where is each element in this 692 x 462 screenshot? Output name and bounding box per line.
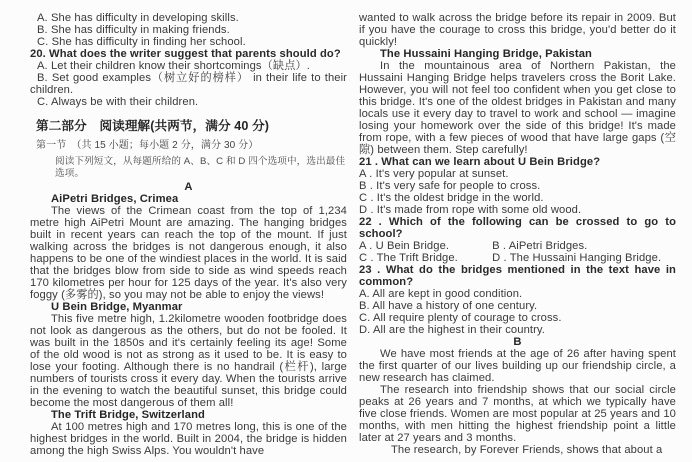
passage-paragraph-aipetri: The views of the Crimean coast from the top of 1,234 metre high AiPetri Mount are amazing. The hanging bridges built in recent years can reach the top of the mount. If just walking across the bridges is not dangerous enough, it also happens to be one of the windiest places in the world. It is said that the bridges blow from side to side as wind speeds reach 170 kilometres per hour for 125 days of the year. It's also very foggy (多雾的), so you may not be able to enjoy the views! bbox=[30, 205, 347, 301]
question-22: 22 . Which of the following can be crossed to go to school? bbox=[359, 216, 676, 240]
answer-option-20c: C. Always be with their children. bbox=[37, 96, 199, 108]
passage-paragraph-hussaini: In the mountainous area of Northern Pakistan, the Hussaini Hanging Bridge helps travelers cross the Borit Lake. However, you will not feel too confident when you get close to this bridge. It's one of the oldest bridges in Pakistan and many locals use it every day to travel to work and school — imagine losing your homework over the side of this bridge! It's made from rope, with a few pieces of wood that have large gaps (空隙) between them. Step carefully! bbox=[359, 60, 676, 156]
answer-option-row-22cd bbox=[359, 252, 676, 264]
answer-option-23c: C. All require plenty of courage to cross. bbox=[359, 312, 562, 324]
passage-a-label: A bbox=[184, 181, 193, 193]
answer-option-19c: C. She has difficulty in finding her school. bbox=[37, 36, 246, 48]
passage-title-trift: The Trift Bridge, Switzerland bbox=[51, 409, 205, 421]
passage-title-aipetri: AiPetri Bridges, Crimea bbox=[51, 193, 179, 205]
answer-option-23a: A. All are kept in good condition. bbox=[359, 288, 523, 300]
passage-paragraph-trift-continued: wanted to walk across the bridge before its repair in 2009. But if you have the courage to cross this bridge, you'd better do it quickly! bbox=[359, 12, 676, 48]
right-column bbox=[359, 12, 676, 462]
answer-option-row-22ab bbox=[359, 240, 676, 252]
answer-option-22c: C . The Trift Bridge. bbox=[359, 252, 458, 264]
passage-b-paragraph-3: The research, by Forever Friends, shows that about a bbox=[391, 444, 663, 456]
passage-paragraph-ubein: This five metre high, 1.2kilometre wooden footbridge does not look as dangerous as the others, but do not be fooled. It was built in the 1850s and it's certainly feeling its age! Some of the old wood is not as strong as it used to be. It is easy to lose your footing. Although there is no handrail (栏杆), large numbers of tourists cross it every day. When the tourists arrive in the evening to watch the beautiful sunset, this bridge could become the most dangerous of them all! bbox=[30, 313, 347, 409]
answer-option-23b: B. All have a history of one century. bbox=[359, 300, 538, 312]
passage-paragraph-trift: At 100 metres high and 170 metres long, this is one of the highest bridges in the world. Built in 2004, the bridge is hidden among the high Swiss Alps. You wouldn't have bbox=[30, 421, 347, 457]
answer-option-21d: D . It's made from rope with some old wood. bbox=[359, 204, 582, 216]
answer-option-22a: A . U Bein Bridge. bbox=[359, 240, 450, 252]
section-heading: 第二部分 阅读理解(共两节，满分 40 分) bbox=[36, 119, 270, 133]
answer-option-21b: B . It's very safe for people to cross. bbox=[359, 180, 541, 192]
section-subheading: 第一节 （共 15 小题；每小题 2 分，满分 30 分） bbox=[36, 140, 259, 151]
answer-option-21c: C . It's the oldest bridge in the world. bbox=[359, 192, 544, 204]
answer-option-22b: B . AiPetri Bridges. bbox=[492, 240, 588, 252]
passage-b-paragraph-2: The research into friendship shows that our social circle peaks at 26 years and 7 months, at which we typically have five close friends. Women are most popular at 25 years and 10 months, with men hitting the highest friendship point a little later at 27 years and 3 months. bbox=[359, 384, 676, 444]
answer-option-22d: D . The Hussaini Hanging Bridge. bbox=[492, 252, 662, 264]
passage-title-hussaini: The Hussaini Hanging Bridge, Pakistan bbox=[380, 48, 592, 60]
question-23: 23 . What do the bridges mentioned in the text have in common? bbox=[359, 264, 676, 288]
passage-title-ubein: U Bein Bridge, Myanmar bbox=[51, 301, 183, 313]
answer-option-21a: A . It's very popular at sunset. bbox=[359, 168, 509, 180]
section-instruction: 阅读下列短文，从每题所给的 A、B、C 和 D 四个选项中，选出最佳选项。 bbox=[55, 156, 346, 179]
passage-b-paragraph-1: We have most friends at the age of 26 after having spent the first quarter of our lives building up our friendship circle, a new research has claimed. bbox=[359, 348, 676, 384]
answer-option-20b: B. Set good examples（树立好的榜样） in their life to their children. bbox=[30, 72, 347, 96]
question-21: 21 . What can we learn about U Bein Bridge? bbox=[359, 156, 601, 168]
answer-option-23d: D. All are the highest in their country. bbox=[359, 324, 545, 336]
question-20: 20. What does the writer suggest that parents should do? bbox=[30, 48, 341, 60]
answer-option-20a: A. Let their children know their shortcomings（缺点）. bbox=[37, 60, 310, 72]
answer-option-19b: B. She has difficulty in making friends. bbox=[37, 24, 230, 36]
left-column bbox=[30, 12, 347, 462]
answer-option-19a: A. She has difficulty in developing skills. bbox=[37, 12, 239, 24]
passage-b-label: B bbox=[513, 336, 522, 348]
